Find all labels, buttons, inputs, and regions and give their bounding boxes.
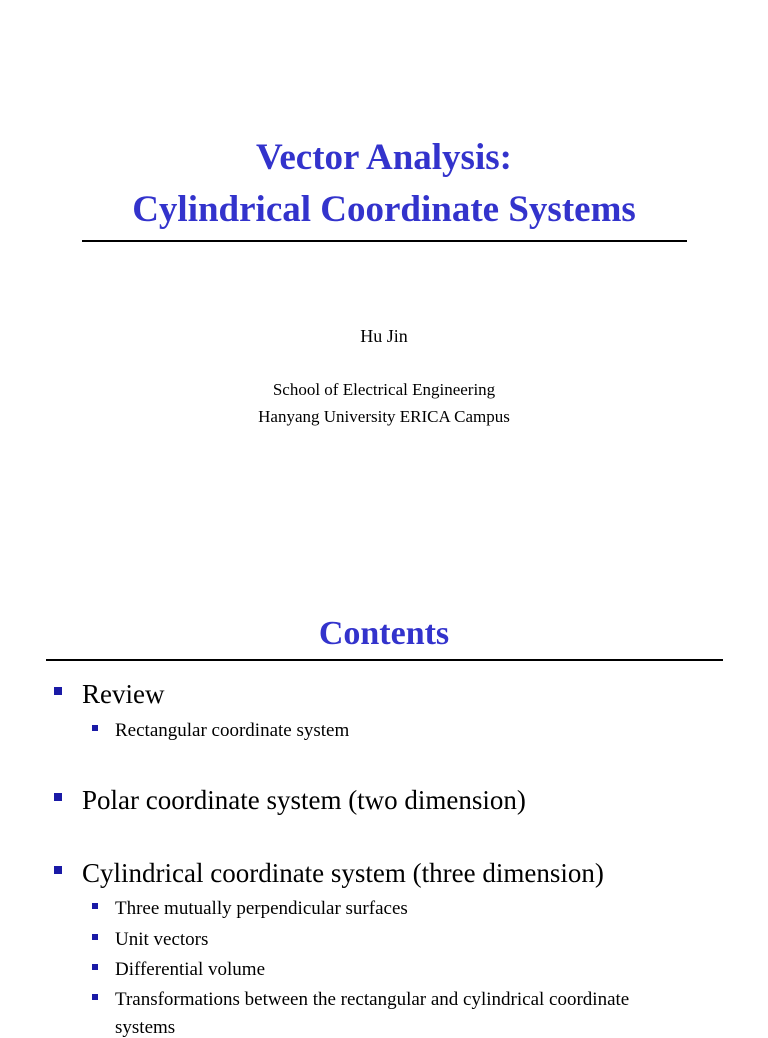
sub-list-item: [92, 990, 629, 1009]
list-item: [54, 787, 526, 814]
square-bullet-icon: [54, 793, 62, 801]
sub-list-item: [92, 721, 349, 740]
square-bullet-icon: [54, 687, 62, 695]
sub-list-item: [92, 899, 408, 918]
square-bullet-icon: [92, 964, 98, 970]
sub-list-item-label: Unit vectors: [115, 929, 209, 950]
contents-heading: Contents: [318, 615, 450, 652]
list-item-label: Review: [82, 679, 165, 709]
square-bullet-icon: [54, 866, 62, 874]
contents-divider: [46, 659, 723, 661]
square-bullet-icon: [92, 725, 98, 731]
list-item: [54, 681, 164, 708]
sub-list-item-label: Transformations between the rectangular and cylindrical coordinate: [115, 989, 630, 1010]
author-name: Hu Jin: [360, 326, 408, 346]
title-divider: [82, 240, 687, 242]
sub-list-item: [92, 960, 265, 979]
list-item-label: Polar coordinate system (two dimension): [82, 785, 526, 815]
slide-title-line-2: Cylindrical Coordinate Systems: [132, 189, 636, 230]
sub-list-item-label: Rectangular coordinate system: [115, 720, 350, 741]
list-item-label: Cylindrical coordinate system (three dimension): [82, 858, 604, 888]
square-bullet-icon: [92, 934, 98, 940]
sub-list-item-label: Differential volume: [115, 959, 266, 980]
slide-title-line-1: Vector Analysis:: [256, 137, 512, 178]
sub-list-item: [92, 930, 208, 949]
affiliation-school: School of Electrical Engineering: [272, 380, 496, 399]
sub-list-item-continuation: systems: [115, 1017, 176, 1038]
square-bullet-icon: [92, 903, 98, 909]
list-item: [54, 860, 604, 887]
affiliation-university: Hanyang University ERICA Campus: [258, 407, 510, 426]
square-bullet-icon: [92, 994, 98, 1000]
sub-list-item-label: Three mutually perpendicular surfaces: [115, 898, 408, 919]
